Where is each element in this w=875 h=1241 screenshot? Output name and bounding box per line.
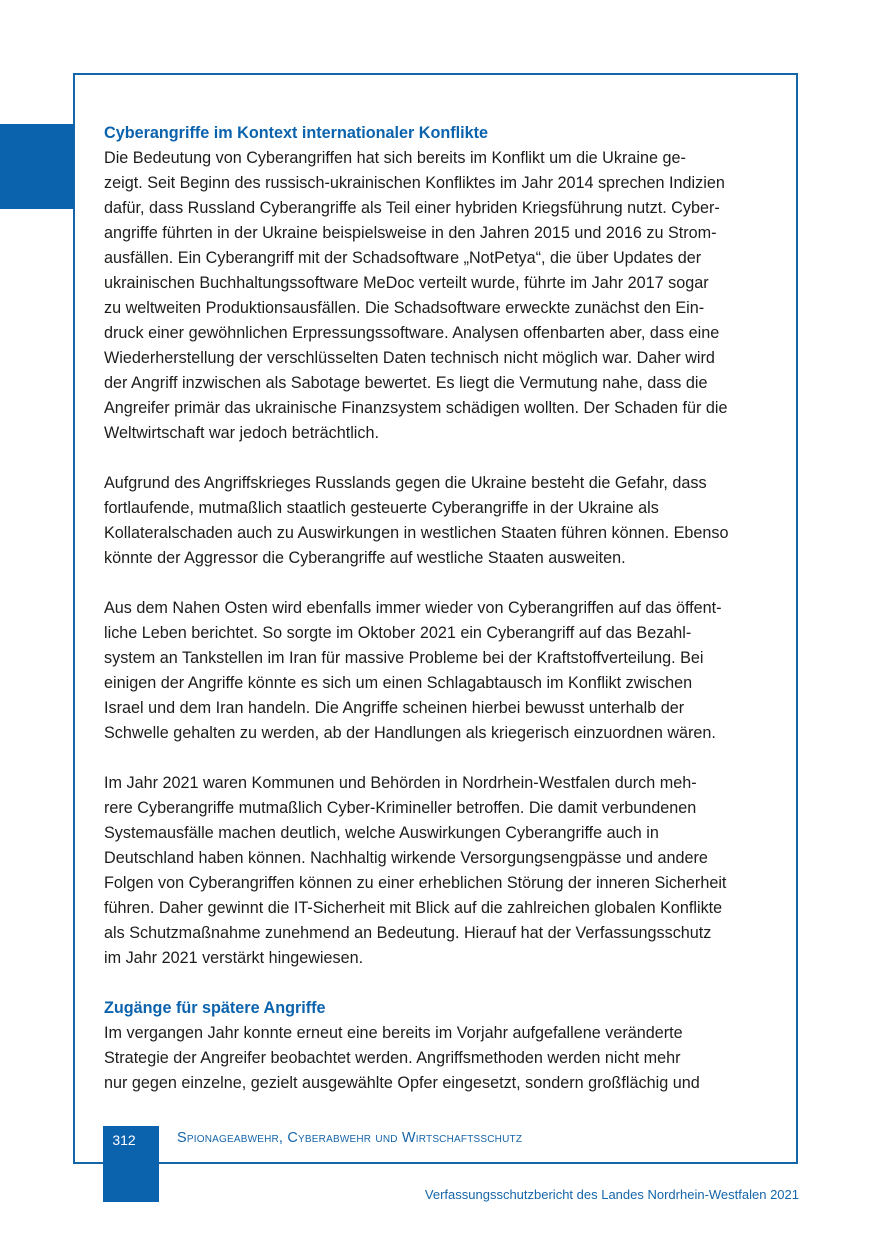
text-line: Kollateralschaden auch zu Auswirkungen in westlichen Staaten führen können. Ebenso: [104, 524, 729, 542]
text-line: ukrainischen Buchhaltungssoftware MeDoc verteilt wurde, führte im Jahr 2017 sogar: [104, 274, 709, 292]
report-title: Verfassungsschutzbericht des Landes Nordrhein-Westfalen 2021: [424, 1187, 799, 1202]
text-line: als Schutzmaßnahme zunehmend an Bedeutung. Hierauf hat der Verfassungsschutz: [104, 924, 712, 942]
section-heading-zugaenge: Zugänge für spätere Angriffe: [104, 999, 326, 1017]
text-line: dafür, dass Russland Cyberangriffe als Teil einer hybriden Kriegsführung nutzt. Cyber-: [104, 199, 720, 217]
page-number-box: [103, 1126, 159, 1202]
text-line: könnte der Aggressor die Cyberangriffe auf westliche Staaten ausweiten.: [104, 549, 626, 567]
text-line: fortlaufende, mutmaßlich staatlich gesteuerte Cyberangriffe in der Ukraine als: [104, 499, 659, 517]
text-line: rere Cyberangriffe mutmaßlich Cyber-Krimineller betroffen. Die damit verbundenen: [104, 799, 697, 817]
text-line: system an Tankstellen im Iran für massive Probleme bei der Kraftstoffverteilung. Bei: [104, 649, 704, 667]
chapter-title: Spionageabwehr, Cyberabwehr und Wirtschaftsschutz: [177, 1130, 523, 1146]
text-line: führen. Daher gewinnt die IT-Sicherheit mit Blick auf die zahlreichen globalen Konflikte: [104, 899, 723, 917]
text-line: Strategie der Angreifer beobachtet werden. Angriffsmethoden werden nicht mehr: [104, 1049, 681, 1067]
text-line: Im vergangen Jahr konnte erneut eine bereits im Vorjahr aufgefallene veränderte: [104, 1024, 683, 1042]
paragraph-ukraine: [104, 146, 774, 446]
text-line: angriffe führten in der Ukraine beispielsweise in den Jahren 2015 und 2016 zu Strom-: [104, 224, 717, 242]
text-line: Aufgrund des Angriffskrieges Russlands gegen die Ukraine besteht die Gefahr, dass: [104, 474, 707, 492]
text-line: einigen der Angriffe könnte es sich um einen Schlagabtausch im Konflikt zwischen: [104, 674, 693, 692]
text-line: ausfällen. Ein Cyberangriff mit der Schadsoftware „NotPetya“, die über Updates der: [104, 249, 702, 267]
text-line: Aus dem Nahen Osten wird ebenfalls immer wieder von Cyberangriffen auf das öffent-: [104, 599, 722, 617]
text-line: nur gegen einzelne, gezielt ausgewählte Opfer eingesetzt, sondern großflächig und: [104, 1074, 700, 1092]
text-line: Weltwirtschaft war jedoch beträchtlich.: [104, 424, 379, 442]
text-line: Wiederherstellung der verschlüsselten Daten technisch nicht möglich war. Daher wird: [104, 349, 715, 367]
text-line: der Angriff inzwischen als Sabotage bewertet. Es liegt die Vermutung nahe, dass die: [104, 374, 708, 392]
text-line: im Jahr 2021 verstärkt hingewiesen.: [104, 949, 364, 967]
text-line: Schwelle gehalten zu werden, ab der Handlungen als kriegerisch einzuordnen wären.: [104, 724, 716, 742]
paragraph-nrw: [104, 771, 774, 971]
text-line: zu weltweiten Produktionsausfällen. Die Schadsoftware erweckte zunächst den Ein-: [104, 299, 705, 317]
text-line: Folgen von Cyberangriffen können zu einer erheblichen Störung der inneren Sicherheit: [104, 874, 727, 892]
text-line: zeigt. Seit Beginn des russisch-ukrainischen Konfliktes im Jahr 2014 sprechen Indizien: [104, 174, 725, 192]
text-line: Angreifer primär das ukrainische Finanzsystem schädigen wollten. Der Schaden für die: [104, 399, 728, 417]
text-line: druck einer gewöhnlichen Erpressungssoftware. Analysen offenbarten aber, dass eine: [104, 324, 720, 342]
text-line: Im Jahr 2021 waren Kommunen und Behörden in Nordrhein-Westfalen durch meh-: [104, 774, 697, 792]
text-line: liche Leben berichtet. So sorgte im Oktober 2021 ein Cyberangriff auf das Bezahl-: [104, 624, 692, 642]
chapter-side-tab: [0, 124, 74, 209]
main-content: [104, 121, 774, 1096]
page-number: 312: [112, 1132, 136, 1148]
text-line: Die Bedeutung von Cyberangriffen hat sich bereits im Konflikt um die Ukraine ge-: [104, 149, 686, 167]
section-heading-cyberangriffe: Cyberangriffe im Kontext internationaler Konflikte: [104, 124, 489, 142]
paragraph-naher-osten: [104, 596, 774, 746]
text-line: Deutschland haben können. Nachhaltig wirkende Versorgungsengpässe und andere: [104, 849, 708, 867]
paragraph-strategie: [104, 1021, 774, 1096]
text-line: Israel und dem Iran handeln. Die Angriffe scheinen hierbei bewusst unterhalb der: [104, 699, 685, 717]
paragraph-angriffskrieg: [104, 471, 774, 571]
text-line: Systemausfälle machen deutlich, welche Auswirkungen Cyberangriffe auch in: [104, 824, 659, 842]
